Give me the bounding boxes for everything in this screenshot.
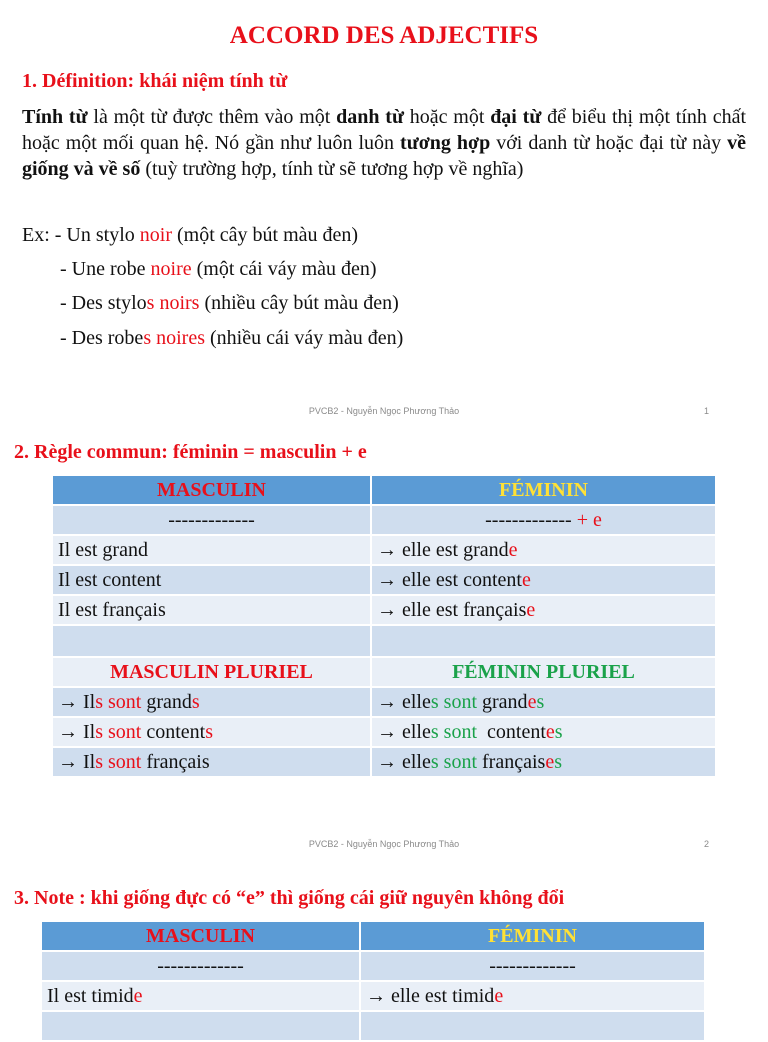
- dash-cell: [371, 505, 716, 535]
- masculin-pluriel-header: MASCULIN PLURIEL: [52, 657, 371, 687]
- term-tinh-tu: Tính từ: [22, 106, 88, 128]
- example-plural-s: s: [143, 327, 157, 349]
- para-text: (tuỳ trường hợp, tính từ sẽ tương hợp về nghĩa): [140, 158, 524, 180]
- rule-table: [51, 474, 717, 778]
- example-line: [60, 258, 377, 281]
- plural-row: [52, 747, 716, 777]
- feminin-cell: [371, 595, 716, 625]
- feminin-header: FÉMININ: [360, 921, 705, 951]
- term-tuong-hop: tương hợp: [400, 132, 491, 154]
- feminin-plural-cell: → elles sont françaises: [371, 747, 716, 777]
- table-row: [52, 565, 716, 595]
- masculin-cell: Il est français: [52, 595, 371, 625]
- example-translation: (một cái váy màu đen): [191, 258, 377, 280]
- masculin-header: MASCULIN: [52, 475, 371, 505]
- section3-heading: 3. Note : khi giống đực có “e” thì giống cái giữ nguyên không đổi: [14, 887, 565, 909]
- masculin-cell: Il est grand: [52, 535, 371, 565]
- feminin-base: → elle est content: [377, 568, 522, 591]
- para-text: hoặc một: [403, 106, 491, 128]
- footer-author: PVCB2 - Nguyễn Ngọc Phương Thảo: [308, 839, 460, 849]
- feminin-plural-cell: → elles sont contentes: [371, 717, 716, 747]
- example-translation: (một cây bút màu đen): [172, 224, 359, 246]
- feminin-cell: [371, 565, 716, 595]
- masculin-header: MASCULIN: [41, 921, 360, 951]
- feminin-ending: e: [521, 568, 531, 591]
- masculin-plural-cell: → Ils sont contents: [52, 717, 371, 747]
- example-translation: (nhiều cây bút màu đen): [199, 292, 399, 314]
- section1-heading: 1. Définition: khái niệm tính từ: [22, 70, 288, 92]
- plus-e: + e: [571, 508, 602, 531]
- plural-row: [52, 687, 716, 717]
- plural-row: [52, 717, 716, 747]
- example-line: [60, 327, 403, 350]
- page-title: ACCORD DES ADJECTIFS: [229, 22, 539, 49]
- example-prefix: Ex: - Un stylo: [22, 224, 140, 246]
- feminin-header: FÉMININ: [371, 475, 716, 505]
- example-plural-s: s: [146, 292, 160, 314]
- table-row: [41, 981, 705, 1011]
- section2-heading: 2. Règle commun: féminin = masculin + e: [14, 441, 367, 463]
- empty-row: [52, 625, 716, 657]
- para-text: là một từ được thêm vào một: [87, 106, 337, 128]
- example-prefix: - Des stylo: [60, 292, 147, 314]
- example-prefix: - Une robe: [60, 258, 151, 280]
- example-adjective: noir: [139, 224, 172, 246]
- table-row: [52, 595, 716, 625]
- feminin-plural-cell: → elles sont grandes: [371, 687, 716, 717]
- term-giong-so: về giống và về số: [22, 132, 746, 180]
- feminin-cell: → elle est timide: [360, 981, 705, 1011]
- para-text: để biểu thị một tính chất hoặc một mối quan hệ. Nó gần như luôn luôn: [22, 106, 747, 154]
- example-adjective: noire: [150, 258, 192, 280]
- feminin-ending: e: [508, 538, 518, 561]
- example-prefix: - Des robe: [60, 327, 144, 349]
- masculin-plural-cell: → Ils sont grands: [52, 687, 371, 717]
- definition-paragraph: [22, 104, 746, 182]
- masculin-cell: Il est timide: [41, 981, 360, 1011]
- masculin-plural-cell: → Ils sont français: [52, 747, 371, 777]
- term-danh-tu: danh từ: [336, 106, 404, 128]
- feminin-pluriel-header: FÉMININ PLURIEL: [371, 657, 716, 687]
- masculin-cell: Il est content: [52, 565, 371, 595]
- feminin-base: → elle est grand: [377, 538, 509, 561]
- example-adjective: noirs: [159, 292, 200, 314]
- page-number: 2: [704, 839, 710, 849]
- para-text: với danh từ hoặc đại từ này: [490, 132, 728, 154]
- feminin-ending: e: [526, 598, 536, 621]
- term-dai-tu: đại từ: [490, 106, 542, 128]
- example-line: [22, 224, 358, 247]
- dash-cell: -------------: [52, 505, 371, 535]
- dash-cell: -------------: [360, 951, 705, 981]
- feminin-cell: [371, 535, 716, 565]
- example-line: [60, 292, 399, 315]
- table-row: [52, 535, 716, 565]
- example-translation: (nhiều cái váy màu đen): [205, 327, 404, 349]
- feminin-base: → elle est français: [377, 598, 527, 621]
- footer-author: PVCB2 - Nguyễn Ngọc Phương Thảo: [308, 406, 460, 416]
- dash-cell: -------------: [41, 951, 360, 981]
- dash-text: -------------: [485, 508, 572, 531]
- example-adjective: noires: [156, 327, 205, 349]
- page-number: 1: [704, 406, 710, 416]
